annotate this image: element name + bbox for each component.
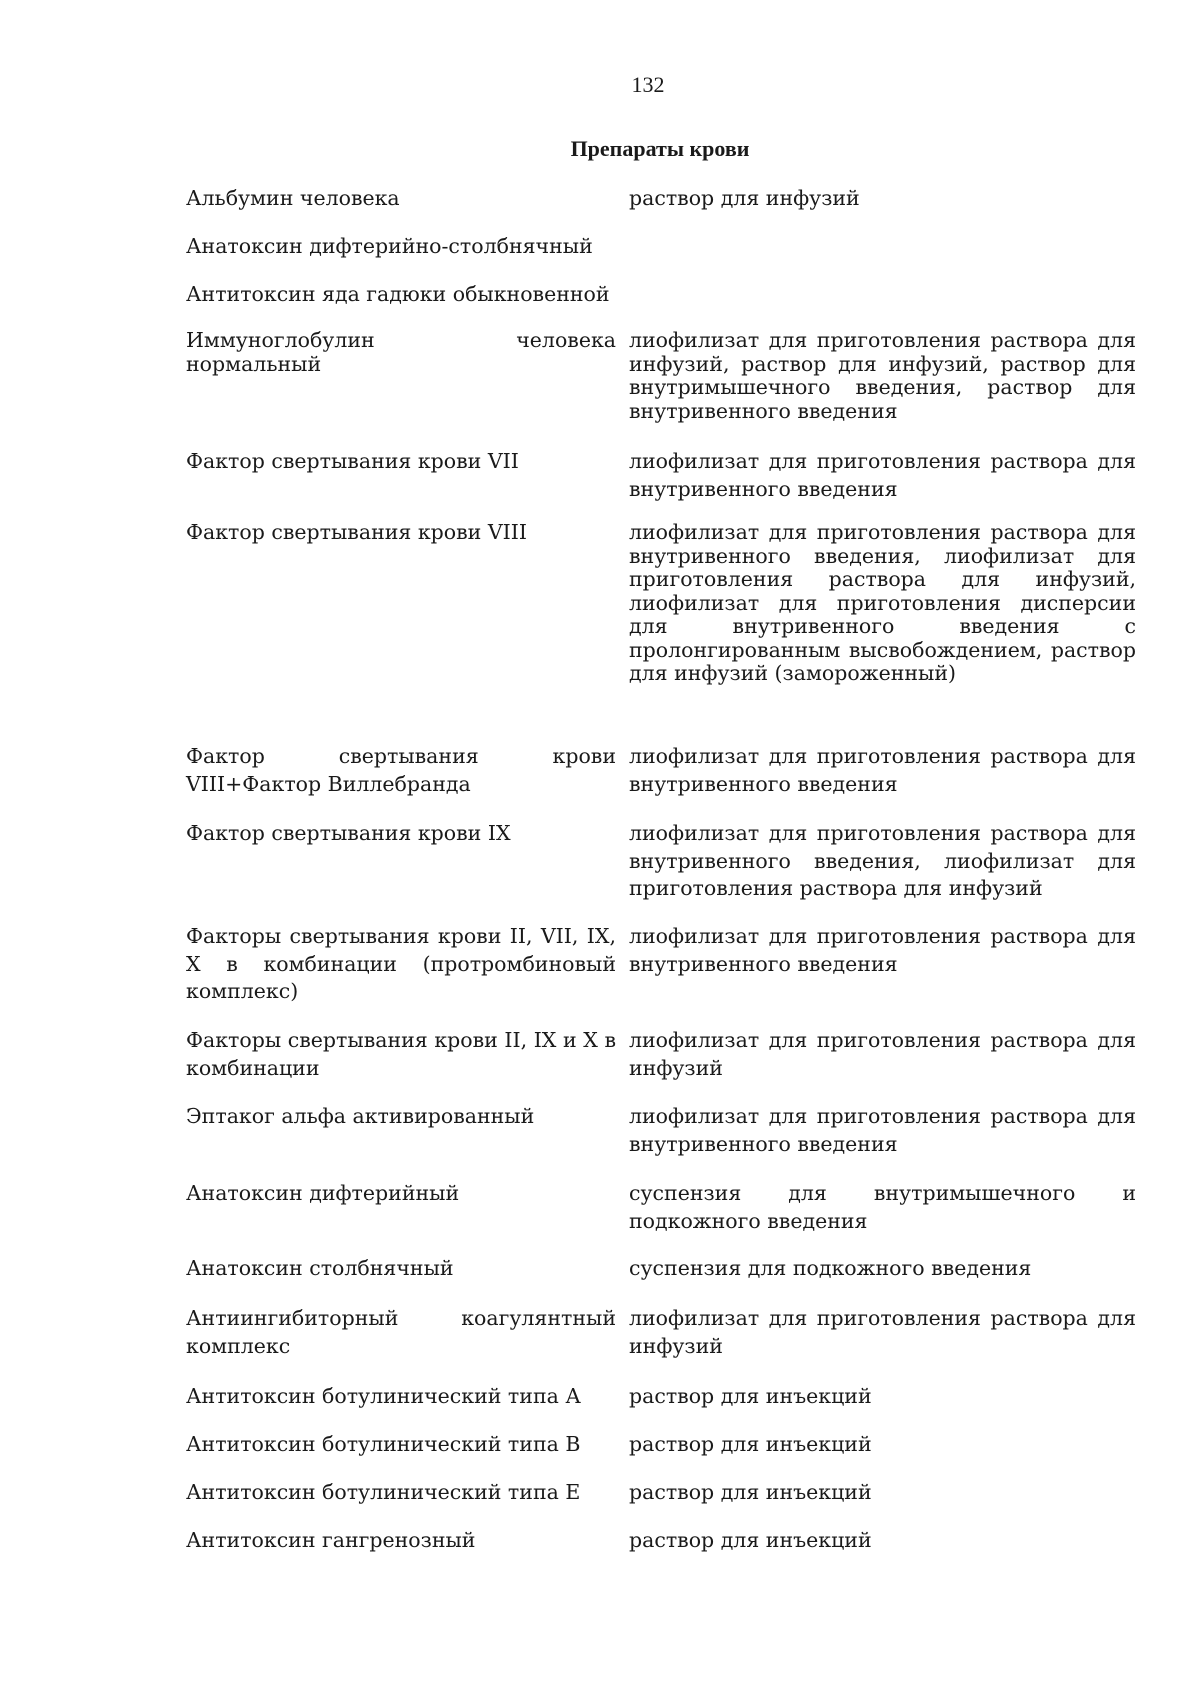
drug-name: Альбумин человека bbox=[186, 186, 400, 210]
dosage-form: лиофилизат для приготовления раствора для внутривенного введения bbox=[629, 1104, 1136, 1156]
dosage-form: раствор для инъекций bbox=[629, 1528, 872, 1552]
drug-name: Антитоксин яда гадюки обыкновенной bbox=[186, 282, 610, 306]
drug-name: Анатоксин столбнячный bbox=[186, 1256, 454, 1280]
dosage-form: лиофилизат для приготовления раствора для инфузий, раствор для инфузий, раствор для внутримышечного введения, раствор для внутривенного введения bbox=[629, 328, 1136, 423]
drug-name: Факторы свертывания крови II, IX и X в комбинации bbox=[186, 1028, 616, 1080]
section-title: Препараты крови bbox=[570, 136, 750, 161]
drug-name: Факторы свертывания крови II, VII, IX, X в комбинации (протромбиновый комплекс) bbox=[186, 924, 616, 1003]
dosage-form: лиофилизат для приготовления раствора для внутривенного введения, лиофилизат для приготовления раствора для инфузий bbox=[629, 821, 1136, 900]
drug-name: Эптаког альфа активированный bbox=[186, 1104, 535, 1128]
dosage-form: суспензия для внутримышечного и подкожного введения bbox=[629, 1181, 1136, 1233]
dosage-form: лиофилизат для приготовления раствора для внутривенного введения bbox=[629, 744, 1136, 796]
dosage-form: суспензия для подкожного введения bbox=[629, 1256, 1032, 1280]
drug-name: Антитоксин ботулинический типа Е bbox=[186, 1480, 581, 1504]
drug-name: Антитоксин ботулинический типа А bbox=[186, 1384, 581, 1408]
page-number: 132 bbox=[631, 72, 665, 97]
dosage-form: лиофилизат для приготовления раствора для внутривенного введения bbox=[629, 924, 1136, 976]
dosage-form: раствор для инъекций bbox=[629, 1384, 872, 1408]
drug-name: Фактор свертывания крови VIII bbox=[186, 520, 527, 544]
dosage-form: раствор для инъекций bbox=[629, 1480, 872, 1504]
drug-name: Фактор свертывания крови VII bbox=[186, 449, 519, 473]
dosage-form: раствор для инфузий bbox=[629, 186, 860, 210]
drug-name: Антитоксин гангренозный bbox=[186, 1528, 476, 1552]
drug-name: Анатоксин дифтерийно-столбнячный bbox=[186, 234, 593, 258]
drug-name: Фактор свертывания крови VIII+Фактор Виллебранда bbox=[186, 744, 616, 796]
dosage-form: лиофилизат для приготовления раствора для инфузий bbox=[629, 1028, 1136, 1080]
drug-name: Антитоксин ботулинический типа В bbox=[186, 1432, 581, 1456]
dosage-form: лиофилизат для приготовления раствора для внутривенного введения, лиофилизат для приготовления раствора для инфузий, лиофилизат для приготовления дисперсии для внутривенного введения с пролонгированным высвобождением, раствор для инфузий (замороженный) bbox=[629, 520, 1136, 685]
dosage-form: раствор для инъекций bbox=[629, 1432, 872, 1456]
drug-name: Фактор свертывания крови IX bbox=[186, 821, 511, 845]
drug-name: Анатоксин дифтерийный bbox=[186, 1181, 460, 1205]
dosage-form: лиофилизат для приготовления раствора для инфузий bbox=[629, 1306, 1136, 1358]
drug-name: Антиингибиторный коагулянтный комплекс bbox=[186, 1306, 616, 1358]
drug-name: Иммуноглобулин человека нормальный bbox=[186, 328, 616, 376]
dosage-form: лиофилизат для приготовления раствора для внутривенного введения bbox=[629, 449, 1136, 501]
